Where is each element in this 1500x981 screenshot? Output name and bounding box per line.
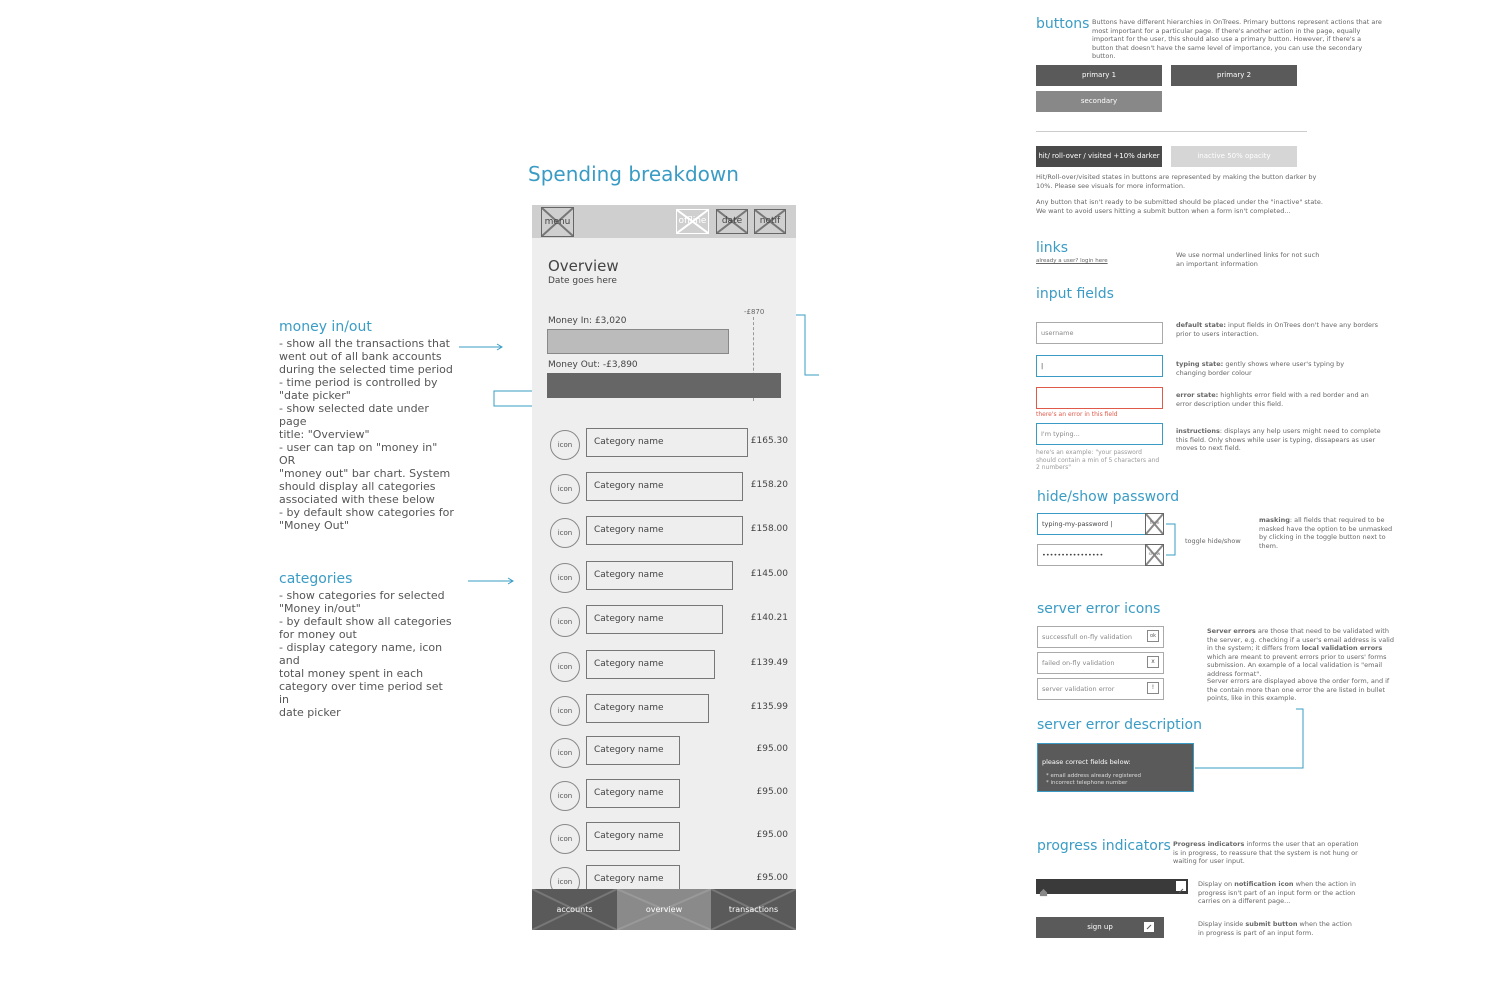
masking-bold: masking (1259, 516, 1290, 524)
category-amount: £145.00 (750, 569, 788, 579)
notif-button[interactable] (754, 209, 786, 234)
sign-up-button[interactable] (1036, 917, 1164, 938)
submit-bold: submit button (1245, 920, 1298, 928)
button-spinner-icon (1144, 922, 1154, 932)
note-line: during the selected time period (279, 363, 453, 376)
category-icon: icon (550, 518, 580, 548)
note-line: category over time period set in (279, 680, 443, 706)
category-icon: icon (550, 738, 580, 768)
server-errors-desc (1207, 627, 1395, 678)
submit-text-1: Display inside (1198, 920, 1246, 928)
note-line: associated with these below (279, 493, 435, 506)
category-icon: icon (550, 867, 580, 897)
category-name: Category name (586, 694, 709, 723)
server-errors-desc-2: Server errors are displayed above the order form, and if the contain more than one error the are listed in bullet points, like in this example. (1207, 677, 1390, 702)
marker-label: -£870 (744, 308, 765, 316)
links-desc: We use normal underlined links for not such an important information (1176, 251, 1320, 268)
hide-toggle-label: hide (1149, 521, 1160, 526)
server-error-field[interactable]: server validation error (1037, 678, 1164, 700)
links-title: links (1036, 240, 1069, 256)
inactive-button: inactive 50% opacity (1171, 146, 1297, 167)
category-name: Category name (586, 650, 715, 679)
typing-state-text: gently shows where user's typing by changing border colour (1176, 360, 1345, 377)
secondary-button[interactable]: secondary (1036, 91, 1162, 112)
password-visible-value: typing-my-password (1042, 520, 1109, 528)
date-label: date (721, 216, 743, 226)
server-icons-title: server error icons (1037, 601, 1161, 617)
category-notes-title: categories (279, 571, 353, 587)
notification-text-1: Display on (1198, 880, 1235, 888)
instructions-bold: instructions (1176, 427, 1220, 435)
note-line: "date picker" (279, 389, 351, 402)
category-icon: icon (550, 430, 580, 460)
category-amount: £95.00 (756, 744, 788, 754)
category-name: Category name (586, 605, 723, 634)
success-validation-field[interactable]: successfull on-fly validation (1037, 626, 1164, 648)
primary-1-button[interactable]: primary 1 (1036, 65, 1162, 86)
category-name: Category name (586, 561, 733, 590)
money-in-bar[interactable] (547, 329, 729, 354)
buttons-title: buttons (1036, 16, 1090, 32)
category-amount: £165.30 (750, 436, 788, 446)
hit-state-button[interactable]: hit/ roll-over / visited +10% darker (1036, 146, 1162, 167)
typing-state-bold: typing state: (1176, 360, 1224, 368)
money-out-label: Money Out: -£3,890 (548, 360, 638, 370)
states-desc-1: Hit/Roll-over/visited states in buttons are represented by making the button darker by 10%. Please see visuals for more information. (1036, 173, 1317, 190)
failed-validation-field[interactable]: failed on-fly validation (1037, 652, 1164, 674)
money-in-label: Money In: £3,020 (548, 316, 627, 326)
offline-label: offline (678, 216, 707, 226)
error-item-2: * incorrect telephone number (1046, 780, 1128, 786)
progress-desc (1173, 840, 1363, 866)
category-name: Category name (586, 516, 743, 545)
spinner-icon (1176, 881, 1186, 891)
note-line: - display category name, icon and (279, 641, 443, 667)
category-notes (279, 571, 454, 719)
error-state-desc (1176, 391, 1386, 408)
notification-bar (1036, 879, 1188, 894)
category-amount: £139.49 (750, 658, 788, 668)
instructions-desc (1176, 427, 1384, 453)
note-line: - show selected date under page (279, 402, 429, 428)
instructions-example: here's an example: "your password should contain a min of 5 characters and 2 numbers" (1036, 449, 1160, 471)
money-out-bar[interactable] (547, 373, 781, 398)
page-title: Spending breakdown (528, 162, 739, 186)
notification-bold: notification icon (1234, 880, 1294, 888)
instructions-text: : displays any help users might need to complete this field. Only shows while user is typing, dissapears as user moves to next field. (1176, 427, 1381, 452)
fail-icon: x (1147, 656, 1159, 668)
money-notes-title: money in/out (279, 319, 372, 335)
date-text: Date goes here (548, 276, 617, 286)
note-line: - show all the transactions that (279, 337, 450, 350)
progress-title: progress indicators (1037, 838, 1171, 854)
category-icon: icon (550, 652, 580, 682)
masking-text: : all fields that required to be masked have the option to be unmasked by clicking in the toggle button next to them. (1259, 516, 1393, 550)
password-masked-field[interactable]: •••••••••••••••• (1037, 544, 1164, 566)
hide-show-title: hide/show password (1037, 489, 1180, 505)
category-icon: icon (550, 607, 580, 637)
server-errors-text-2: which are meant to prevent errors prior to users' forms submission. An example of a local validation is "email address format". (1207, 652, 1387, 678)
category-amount: £95.00 (756, 830, 788, 840)
error-message: there's an error in this field (1036, 411, 1118, 418)
category-amount: £158.00 (750, 524, 788, 534)
default-state-text: input fields in OnTrees don't have any borders prior to users interaction. (1176, 321, 1379, 338)
nav-accounts[interactable] (532, 889, 617, 930)
money-notes (279, 319, 454, 532)
server-errors-text-1: are those that need to be validated with the server, e.g. checking if a user's email address is valid in the system; it differs from (1207, 627, 1394, 652)
category-amount: £95.00 (756, 787, 788, 797)
note-line: went out of all bank accounts (279, 350, 442, 363)
submit-text-2: when the action in progress is part of an input form. (1198, 920, 1352, 937)
notification-desc (1198, 880, 1358, 906)
typing-field[interactable]: | (1036, 355, 1163, 377)
note-line: - by default show categories for (279, 506, 454, 519)
category-icon: icon (550, 696, 580, 726)
nav-transactions-label: transactions (728, 905, 779, 914)
input-fields-title: input fields (1036, 286, 1114, 302)
note-line: - by default show all categories (279, 615, 452, 628)
category-icon: icon (550, 474, 580, 504)
error-item-1: * email address already registered (1046, 773, 1142, 779)
category-icon: icon (550, 824, 580, 854)
states-desc-2: Any button that isn't ready to be submitted should be placed under the "inactive" state. We want to avoid users hitting a submit button when a form isn't completed... (1036, 198, 1323, 215)
home-icon (1039, 882, 1048, 891)
default-state-desc (1176, 321, 1388, 338)
notif-label: notif (759, 216, 781, 226)
note-line: total money spent in each (279, 667, 424, 680)
login-link[interactable]: already a user? login here (1036, 258, 1108, 264)
username-field[interactable]: username (1036, 322, 1163, 344)
note-line: for money out (279, 628, 357, 641)
default-state-bold: default state: (1176, 321, 1226, 329)
error-field[interactable] (1036, 387, 1163, 409)
category-name: Category name (586, 779, 680, 808)
show-toggle-label: show (1148, 552, 1161, 557)
category-icon: icon (550, 563, 580, 593)
bottom-nav (532, 889, 796, 930)
category-amount: £158.20 (750, 480, 788, 490)
server-error-desc-title: server error description (1037, 717, 1202, 733)
password-visible-field[interactable]: typing-my-password | (1037, 513, 1164, 535)
note-line: date picker (279, 706, 341, 719)
note-line: - user can tap on "money in" OR (279, 441, 438, 467)
buttons-desc: Buttons have different hierarchies in OnTrees. Primary buttons represent actions that are most important for a particular page. If there's another action in the page, equally important for the user, this should also use a primary button. However, if there's a button that doesn't have the same level of importance, you can use the secondary button. (1092, 18, 1382, 60)
date-button[interactable] (716, 209, 748, 234)
menu-label: menu (544, 217, 571, 227)
overview-heading: Overview (548, 257, 619, 275)
instructions-field[interactable]: I'm typing... (1036, 423, 1163, 445)
category-name: Category name (586, 736, 680, 765)
server-error-box (1037, 743, 1194, 792)
notification-text-2: when the action in progress isn't part of an input form or the action carries on a different page... (1198, 880, 1356, 905)
category-notes-body (279, 589, 454, 719)
category-amount: £140.21 (750, 613, 788, 623)
progress-text: informs the user that an operation is in progress, to reassure that the system is not hung or waiting for user input. (1173, 840, 1359, 865)
note-line: - time period is controlled by (279, 376, 438, 389)
toggle-label: toggle hide/show (1185, 537, 1241, 545)
category-name: Category name (586, 428, 748, 457)
category-name: Category name (586, 822, 680, 851)
note-line: - show categories for selected (279, 589, 445, 602)
category-amount: £135.99 (750, 702, 788, 712)
note-line: "Money Out" (279, 519, 350, 532)
ok-icon: ok (1147, 630, 1159, 642)
divider (1036, 131, 1307, 132)
local-validation-bold: local validation errors (1301, 644, 1383, 652)
note-line: "Money in/out" (279, 602, 361, 615)
note-line: title: "Overview" (279, 428, 370, 441)
primary-2-button[interactable]: primary 2 (1171, 65, 1297, 86)
offline-indicator (676, 209, 709, 234)
submit-desc (1198, 920, 1358, 937)
category-icon: icon (550, 781, 580, 811)
nav-overview[interactable] (617, 889, 711, 930)
typing-state-desc (1176, 360, 1356, 377)
nav-overview-label: overview (645, 905, 683, 914)
error-state-text: highlights error field with a red border and an error description under this field. (1176, 391, 1369, 408)
category-name: Category name (586, 472, 743, 501)
note-line: should display all categories (279, 480, 436, 493)
money-notes-body (279, 337, 454, 532)
note-line: "money out" bar chart. System (279, 467, 451, 480)
menu-button[interactable] (541, 207, 574, 237)
masking-desc (1259, 516, 1394, 550)
category-amount: £95.00 (756, 873, 788, 883)
progress-bold: Progress indicators (1173, 840, 1245, 848)
error-state-bold: error state: (1176, 391, 1219, 399)
category-name: Category name (586, 865, 680, 894)
show-toggle[interactable] (1145, 544, 1164, 566)
alert-icon: ! (1147, 682, 1159, 694)
correct-fields-text: please correct fields below: (1042, 758, 1131, 766)
hide-toggle[interactable] (1145, 513, 1164, 535)
sign-up-label: sign up (1087, 923, 1113, 931)
nav-transactions[interactable] (711, 889, 796, 930)
phone-mockup (532, 205, 796, 930)
nav-accounts-label: accounts (556, 905, 593, 914)
server-errors-bold: Server errors (1207, 627, 1256, 635)
